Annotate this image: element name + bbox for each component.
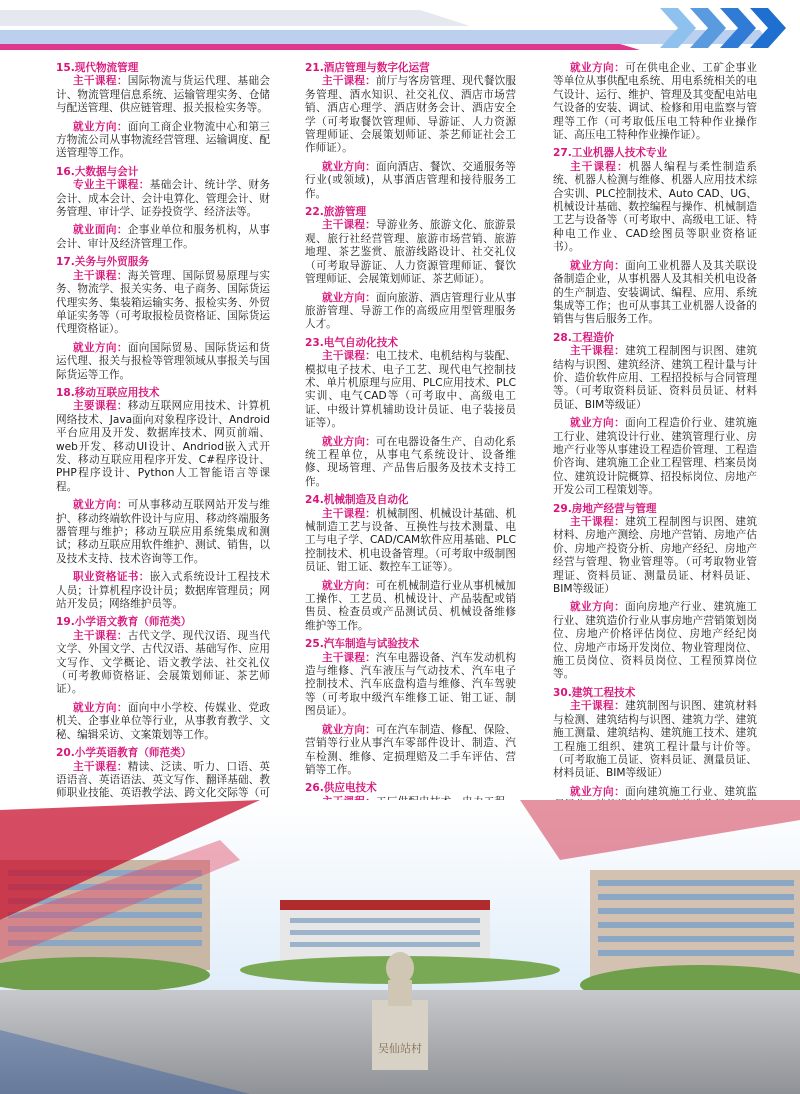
paragraph-label: 主干课程： [321,507,376,520]
paragraph-text: 移动互联网应用技术、计算机网络技术、Java面向对象程序设计、Android平台应用及开发、数据库技术、网页前端、web开发、移动UI设计、Andriod嵌入式开发、移动互联应用程序开发、C#程序设计、PHP程序设计、Python人工智能语言等课程。 [56,400,271,493]
program-entry [305,62,516,201]
paragraph-text: 面向工商企业物流中心和第三方物流公司从事物流经营管理、运输调度、配送管理等工作。 [56,120,271,160]
paragraph-text: 可在供电企业、工矿企事业等单位从事供配电系统、用电系统相关的电气设计、运行、维护、管理及其变配电站电气设备的安装、调试、检修和用电监察与管理等工作（可考取低压电工特种作业操作证、高压电工特种作业操作证）。 [553,62,758,142]
paragraph-label: 主干课程： [321,75,376,88]
program-title: 20.小学英语教育（师范类） [56,747,192,760]
chevron-arrow-icon [660,4,790,56]
program-paragraph [305,508,516,575]
program-title: 23.电气自动化技术 [305,336,398,349]
paragraph-text: 面向工业机器人及其关联设备制造企业，从事机器人及其相关机电设备的生产制造、安装调试、编程、应用、系统集成等工作；也可从事其工业机器人设备的销售与售后服务工作。 [553,259,758,326]
paragraph-label: 就业面向： [72,224,128,237]
paragraph-label: 就业方向： [569,62,626,74]
paragraph-label: 就业方向： [72,341,128,354]
program-paragraph [56,571,270,611]
program-entry [553,503,757,682]
program-title: 28.工程造价 [553,331,615,344]
paragraph-label: 就业方向： [321,435,376,448]
paragraph-label: 就业方向： [72,701,128,714]
program-paragraph [553,62,757,142]
paragraph-label: 就业方向： [569,417,626,430]
paragraph-text: 建筑工程制图与识图、建筑材料、房地产测绘、房地产营销、房地产估价、房地产投资分析、房地产经纪、房地产经营与管理、物业管理等。（可考取物业管理证、资料员证、测量员证、材料员证、BIM等级证） [553,516,758,596]
paragraph-label: 主干课程： [321,651,376,664]
paragraph-text: 可从事移动互联网站开发与维护、移动终端软件设计与应用、移动终端服务器管理与维护；移动互联应用系统集成和测试；移动互联应用软件维护、测试、销售，以及技术支持、技术咨询等工作。 [56,499,271,565]
paragraph-label: 主干课程： [569,516,626,528]
paragraph-label: 职业资格证书： [72,571,150,584]
paragraph-label: 就业方向： [569,785,626,798]
paragraph-text: 面向国际贸易、国际货运和货运代理、报关与报检等管理领域从事报关与国际货运等工作。 [56,341,271,381]
program-entry [553,332,757,498]
program-entry [56,616,270,742]
program-title: 19.小学语文教育（师范类） [56,616,192,629]
program-entry [553,147,757,326]
paragraph-text: 面向建筑施工行业、建筑监 [625,785,758,798]
paragraph-text: 可在机械制造行业从事机械加工操作、工艺员、机械设计、产品装配或销售员、检查员或产品测试员、机械设备维修维护等工作。 [305,579,517,632]
program-title: 16.大数据与会计 [56,165,139,178]
campus-photo [0,800,800,1094]
paragraph-text: 企事业单位和服务机构，从事会计、审计及经济管理工作。 [56,224,271,250]
program-title: 26.供应电技术 [305,782,377,795]
program-paragraph [553,161,757,255]
program-paragraph [553,601,757,681]
program-paragraph [305,292,516,332]
paragraph-text: 导游业务、旅游文化、旅游景观、旅行社经营管理、旅游市场营销、旅游地理、茶艺鉴赏、旅游线路设计、社交礼仪（可考取导游证、人力资源管理师证、餐饮管理师证、会展策划师证、茶艺师证）。 [305,219,517,286]
program-title: 30.建筑工程技术 [553,686,636,699]
program-entry [305,494,516,633]
program-paragraph [305,580,516,634]
program-paragraph [56,499,270,566]
paragraph-text: 可在电器设备生产、自动化系统工程单位，从事电气系统设计、设备维修、现场管理、产品售后服务及技术支持工作。 [305,435,517,488]
program-entry [56,256,270,382]
program-paragraph [305,724,516,778]
paragraph-text: 嵌入式系统设计工程技术人员；计算机程序设计员；数据库管理员；网站开发员；网络维护员等。 [56,571,271,611]
paragraph-text: 面向工程造价行业、建筑施工行业、建筑设计行业、建筑管理行业、房地产行业等从事建设工程造价管理、工程造价咨询、建筑施工企业工程管理、档案员岗位、建筑设计院概算、招投标岗位、房地产开发公司工程策划等。 [553,417,758,497]
paragraph-text: 电工技术、电机结构与装配、模拟电子技术、电子工艺、现代电气控制技术、单片机原理与应用、PLC应用技术、PLC实训、电气CAD等（可考取中、高级电工证、中级计算机辅助设计员证、电子装接员证等）。 [305,350,517,430]
program-entry [305,206,516,332]
paragraph-label: 就业方向： [321,723,376,736]
column-middle [305,62,516,895]
paragraph-label: 主干课程： [569,345,626,358]
program-paragraph [56,224,270,251]
paragraph-text: 基础会计、统计学、财务会计、成本会计、会计电算化、管理会计、财务管理、审计学、证券投资学、经济法等。 [56,179,271,219]
paragraph-label: 专业主干课程： [72,179,150,192]
program-title: 17.关务与外贸服务 [56,256,149,269]
paragraph-text: 国际物流与货运代理、基础会计、物流管理信息系统、运输管理实务、仓储与配送管理、供应链管理、报关报检实务等。 [56,75,271,115]
program-title: 25.汽车制造与试验技术 [305,638,420,651]
paragraph-text: 建筑制图与识图、建筑材料与检测、建筑结构与识图、建筑力学、建筑施工测量、建筑结构、建筑施工技术、建筑工程施工组织、建筑工程计量与计价等。（可考取施工员证、资料员证、测量员证、材料员证、BIM等级证） [553,700,758,780]
program-paragraph [56,270,270,337]
program-entry [305,337,516,489]
program-entry [56,166,270,251]
program-paragraph [305,161,516,201]
program-paragraph [305,436,516,490]
program-paragraph [56,400,270,494]
program-paragraph [305,350,516,430]
paragraph-label: 就业方向： [72,499,128,512]
program-paragraph [553,260,757,327]
paragraph-label: 就业方向： [321,579,376,592]
paragraph-label: 就业方向： [321,160,376,173]
paragraph-text: 海关管理、国际贸易原理与实务、物流学、报关实务、电子商务、国际货运代理实务、集装箱运输实务、报检实务、外贸单证实务等（可考取报检员资格证、国际货运代理资格证）。 [56,269,271,336]
program-title: 15.现代物流管理 [56,62,139,74]
paragraph-text: 古代文学、现代汉语、现当代文学、外国文学、古代汉语、基础写作、应用文写作、文学概论、语文教学法、社交礼仪（可考教师资格证、会展策划师证、茶艺师证）。 [56,629,271,696]
program-paragraph [56,702,270,742]
paragraph-label: 主干课程： [72,629,128,642]
program-title: 29.房地产经营与管理 [553,502,657,515]
column-right [553,62,757,871]
paragraph-text: 面向旅游、酒店管理行业从事旅游管理、导游工作的高级应用型管理服务人才。 [305,291,517,331]
program-entry [305,638,516,777]
paragraph-label: 主干课程： [569,700,626,713]
paragraph-label: 主干课程： [321,350,376,363]
program-title: 22.旅游管理 [305,206,367,219]
program-paragraph [56,75,270,115]
paragraph-text: 精读、泛读、听力、口语、英语语音、英语语法、英文写作、翻译基础、教师职业技能、英语教学法、跨文化交际等（可 [56,760,271,800]
paragraph-text: 面向房地产行业、建筑施工行业、建筑造价行业从事房地产营销策划岗位、房地产价格评估岗位、房地产经纪岗位、房地产市场开发岗位、物业管理岗位、施工员岗位、资料员岗位、工程预算岗位等。 [553,601,758,681]
program-entry [56,387,270,612]
paragraph-text: 可在汽车制造、修配、保险、营销等行业从事汽车零部件设计、制造、汽车检测、维修、定损理赔及二手车评估、营销等工作。 [305,723,517,776]
program-title: 21.酒店管理与数字化运营 [305,62,430,74]
paragraph-text: 机械制图、机械设计基础、机械制造工艺与设备、互换性与技术测量、电工与电子学、CAD/CAM软件应用基础、PLC控制技术、机电设备管理。（可考取中级制图员证、钳工证、数控车工证等）。 [305,507,517,574]
program-paragraph [305,219,516,286]
program-paragraph [305,652,516,719]
program-paragraph [56,342,270,382]
program-paragraph [56,121,270,161]
paragraph-text: 面向酒店、餐饮、交通服务等行业(或领域)，从事酒店管理和接待服务工作。 [305,160,517,200]
program-paragraph [56,630,270,697]
program-paragraph [553,700,757,780]
paragraph-label: 主干课程： [72,75,128,88]
paragraph-text: 面向中小学校、传媒业、党政机关、企事业单位等行业，从事教育教学、文秘、编辑采访、文案策划等工作。 [56,701,271,741]
paragraph-text: 建筑工程制图与识图、建筑结构与识图、建筑经济、建筑工程计量与计价、造价软件应用、工程招投标与合同管理等。（可考取资料员证、资料员员证、材料员证、BIM等级证） [553,345,758,411]
program-entry [56,62,270,161]
column-left [56,62,270,878]
program-paragraph [56,179,270,219]
program-entry [553,62,757,142]
plaque-text: 吴仙站村 [378,1042,422,1055]
paragraph-label: 主干课程： [72,269,128,282]
program-title: 27.工业机器人技术专业 [553,147,668,160]
paragraph-label: 就业方向： [569,601,626,614]
paragraph-text: 机器人编程与柔性制造系统、机器人检测与维修、机器人应用技术综合实训、PLC控制技术、Auto CAD、UG、机械设计基础、数控编程与操作、机械制造工艺与设备等（可考取中、高级电工证、特种电工作业、CAD绘图员等职业资格证书）。 [553,160,758,254]
program-title: 18.移动互联应用技术 [56,386,160,399]
paragraph-label: 就业方向： [72,120,128,133]
paragraph-label: 主干课程： [321,219,376,232]
paragraph-text: 前厅与客房管理、现代餐饮服务管理、酒水知识、社交礼仪、酒店市场营销、酒店心理学、酒店财务会计、酒店安全学（可考取餐饮管理师、导游证、人力资源管理师证、会展策划师证、茶艺师证社会工作师证）。 [305,75,517,155]
paragraph-label: 就业方向： [569,259,626,272]
program-paragraph [553,345,757,412]
paragraph-text: 汽车电器设备、汽车发动机构造与维修、汽车液压与气动技术、汽车电子控制技术、汽车底盘构造与维修、汽车驾驶等（可考取中级汽车维修工证、钳工证、制图员证）。 [305,651,517,718]
program-paragraph [553,516,757,596]
program-paragraph [305,75,516,155]
paragraph-label: 主干课程： [569,160,629,173]
program-title: 24.机械制造及自动化 [305,494,409,507]
paragraph-label: 就业方向： [321,291,376,304]
program-paragraph [553,417,757,497]
paragraph-label: 主要课程： [72,400,128,413]
paragraph-label: 主干课程： [72,760,128,773]
